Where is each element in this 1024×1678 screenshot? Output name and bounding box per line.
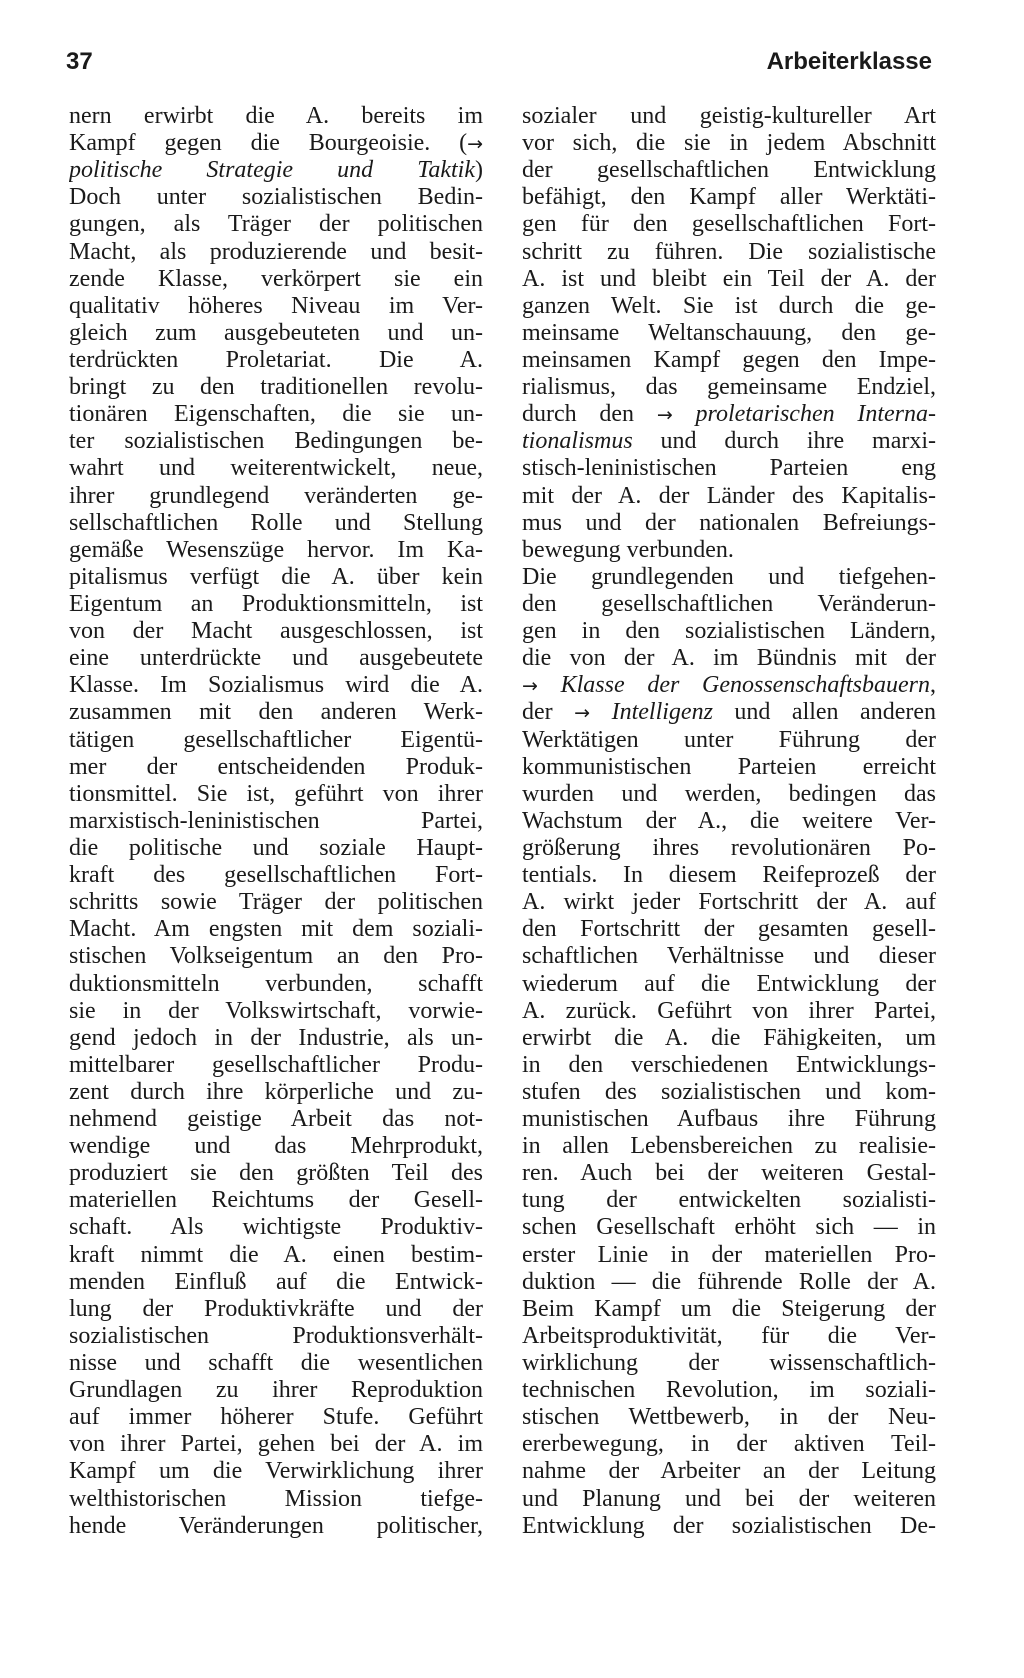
text-line (69, 1187, 483, 1214)
text-line (69, 1486, 483, 1513)
text-segment: in allen Lebensbereichen zu realisie- (522, 1133, 936, 1160)
page-header (66, 48, 932, 88)
text-segment: Wachstum der A., die weitere Ver- (522, 807, 936, 834)
text-segment: kraft nimmt die A. einen bestim- (69, 1241, 483, 1268)
text-segment: gend jedoch in der Industrie, als un- (69, 1024, 483, 1051)
text-line (522, 998, 936, 1025)
text-line (69, 1214, 483, 1241)
text-segment: mus und der nationalen Befreiungs- (522, 509, 936, 536)
text-line (522, 1296, 936, 1323)
text-segment (590, 699, 612, 725)
text-segment: ganzen Welt. Sie ist durch die ge- (522, 292, 936, 319)
cross-reference-arrow-icon: → (522, 675, 538, 698)
text-segment: schen Gesellschaft erhöht sich — in (522, 1214, 936, 1241)
text-line (69, 943, 483, 970)
text-segment: und allen anderen (712, 699, 936, 726)
text-line (69, 1323, 483, 1350)
cross-reference-arrow-icon: → (574, 702, 591, 725)
text-line (69, 591, 483, 618)
text-line (69, 564, 483, 591)
text-line (69, 754, 483, 781)
text-line (522, 1214, 936, 1241)
text-line (69, 130, 483, 157)
text-line (69, 727, 483, 754)
text-line (522, 1052, 936, 1079)
text-line (522, 510, 936, 537)
text-line (522, 1160, 936, 1187)
text-segment: durch den (522, 401, 657, 428)
text-line (69, 835, 483, 862)
text-segment: menden Einfluß auf die Entwick- (69, 1268, 483, 1295)
text-line (522, 211, 936, 238)
text-line (522, 971, 936, 998)
text-segment: welthistorischen Mission tiefge- (69, 1485, 483, 1512)
text-line (69, 374, 483, 401)
text-line (69, 266, 483, 293)
text-segment: A. ist und bleibt ein Teil der A. der (522, 265, 936, 292)
text-segment: sozialer und geistig-kultureller Art (522, 103, 936, 129)
text-line (522, 1242, 936, 1269)
text-line (522, 239, 936, 266)
text-line (522, 943, 936, 970)
text-segment: duktion — die führende Rolle der A. (522, 1268, 936, 1295)
text-segment: qualitativ höheres Niveau im Ver- (69, 292, 483, 319)
text-line (69, 1052, 483, 1079)
text-line (69, 672, 483, 699)
text-segment: schritt zu führen. Die sozialistische (522, 238, 936, 265)
text-line (522, 862, 936, 889)
text-line (522, 266, 936, 293)
text-segment: zusammen mit den anderen Werk- (69, 699, 483, 726)
text-segment: mer der entscheidenden Produk- (69, 753, 483, 780)
text-segment: den gesellschaftlichen Veränderun- (522, 590, 936, 617)
text-line (522, 1025, 936, 1052)
text-segment: Kampf um die Verwirklichung ihrer (69, 1458, 483, 1485)
text-segment: materiellen Reichtums der Gesell- (69, 1187, 483, 1214)
cross-reference-term: Intelligenz (611, 699, 713, 726)
text-line (69, 916, 483, 943)
cross-reference-arrow-icon: → (467, 133, 483, 156)
text-segment: stisch-leninistischen Parteien eng (522, 455, 936, 482)
text-segment: den Fortschritt der gesamten gesell- (522, 916, 936, 943)
text-line (69, 184, 483, 211)
text-segment: wendige und das Mehrprodukt, (69, 1133, 483, 1160)
cross-reference-term: proletarischen Interna- (695, 401, 936, 428)
text-line (69, 808, 483, 835)
text-line (522, 103, 936, 130)
text-line (69, 889, 483, 916)
text-segment: kraft des gesellschaftlichen Fort- (69, 862, 483, 889)
text-segment: stufen des sozialistischen und kom- (522, 1078, 936, 1105)
cross-reference-term: Klasse der Genossenschaftsbauern (560, 672, 930, 699)
text-segment: auf immer höherer Stufe. Geführt (69, 1404, 483, 1431)
text-line (69, 347, 483, 374)
text-line (522, 672, 936, 699)
text-segment: tentials. In diesem Reifeprozeß der (522, 862, 936, 889)
page-number: 37 (66, 48, 93, 75)
text-segment: duktionsmitteln verbunden, schafft (69, 970, 483, 997)
text-line (69, 1458, 483, 1485)
text-line (522, 699, 936, 726)
text-segment: nahme der Arbeiter an der Leitung (522, 1458, 936, 1485)
text-line (522, 374, 936, 401)
running-title: Arbeiterklasse (766, 48, 932, 75)
text-segment: marxistisch-leninistischen Partei, (69, 807, 483, 834)
text-segment (538, 672, 561, 698)
text-segment: technischen Revolution, im soziali- (522, 1377, 936, 1404)
text-segment: hende Veränderungen politischer, (69, 1512, 483, 1539)
text-line (522, 347, 936, 374)
text-line (522, 1323, 936, 1350)
text-segment: Entwicklung der sozialistischen De- (522, 1512, 936, 1539)
text-line (69, 1269, 483, 1296)
text-line (69, 320, 483, 347)
text-segment: Klasse. Im Sozialismus wird die A. (69, 672, 483, 699)
text-line (522, 1106, 936, 1133)
text-line (69, 510, 483, 537)
text-line (522, 564, 936, 591)
text-segment: Werktätigen unter Führung der (522, 726, 936, 753)
text-line (69, 1133, 483, 1160)
text-segment: kommunistischen Parteien erreicht (522, 753, 936, 780)
cross-reference-term: tionalismus (522, 428, 633, 455)
text-line (69, 1377, 483, 1404)
text-segment: bewegung verbunden. (522, 536, 734, 563)
text-line (69, 537, 483, 564)
text-line (69, 1025, 483, 1052)
text-segment: rialismus, das gemeinsame Endziel, (522, 374, 936, 401)
text-column-right (522, 103, 936, 1540)
text-segment: ererbewegung, in der aktiven Teil- (522, 1431, 936, 1458)
text-segment: mittelbarer gesellschaftlicher Produ- (69, 1051, 483, 1078)
text-line (69, 483, 483, 510)
text-segment: sellschaftlichen Rolle und Stellung (69, 509, 483, 536)
text-segment: und Planung und bei der weiteren (522, 1485, 936, 1512)
text-line (69, 293, 483, 320)
text-line (522, 184, 936, 211)
text-segment: munistischen Aufbaus ihre Führung (522, 1106, 936, 1133)
text-segment: meinsame Weltanschauung, den ge- (522, 319, 936, 346)
text-line (522, 781, 936, 808)
text-segment: tionären Eigenschaften, die sie un- (69, 401, 483, 428)
text-line (69, 645, 483, 672)
text-line (69, 998, 483, 1025)
text-line (522, 157, 936, 184)
text-segment: lung der Produktivkräfte und der (69, 1295, 483, 1322)
text-line (522, 483, 936, 510)
text-line (522, 754, 936, 781)
text-line (522, 727, 936, 754)
text-line (522, 916, 936, 943)
text-segment: mit der A. der Länder des Kapitalis- (522, 482, 936, 509)
text-segment: der gesellschaftlichen Entwicklung (522, 157, 936, 184)
text-segment: stischen Volkseigentum an den Pro- (69, 943, 483, 970)
text-segment: die von der A. im Bündnis mit der (522, 645, 936, 672)
text-line (69, 428, 483, 455)
text-line (522, 1187, 936, 1214)
text-segment: zent durch ihre körperliche und zu- (69, 1078, 483, 1105)
text-column-left (69, 103, 483, 1540)
text-segment: wirklichung der wissenschaftlich- (522, 1350, 936, 1377)
text-line (522, 591, 936, 618)
text-segment: eine unterdrückte und ausgebeutete (69, 645, 483, 672)
text-segment: nisse und schafft die wesentlichen (69, 1350, 483, 1377)
text-segment: die politische und soziale Haupt- (69, 834, 483, 861)
text-segment: gen in den sozialistischen Ländern, (522, 618, 936, 645)
text-line (522, 401, 936, 428)
text-segment: gemäße Wesenszüge hervor. Im Ka- (69, 536, 483, 563)
text-segment: Die grundlegenden und tiefgehen- (522, 563, 936, 590)
text-line (69, 971, 483, 998)
text-line (69, 103, 483, 130)
text-segment: A. zurück. Geführt von ihrer Partei, (522, 997, 936, 1024)
text-segment: zende Klasse, verkörpert sie ein (69, 265, 483, 292)
text-segment: ter sozialistischen Bedingungen be- (69, 428, 483, 455)
text-line (522, 889, 936, 916)
text-segment: und durch ihre marxi- (632, 428, 936, 455)
text-segment: erster Linie in der materiellen Pro- (522, 1241, 936, 1268)
text-segment: sozialistischen Produktionsverhält- (69, 1322, 483, 1349)
text-line (522, 618, 936, 645)
text-segment: Beim Kampf um die Steigerung der (522, 1295, 936, 1322)
text-line (69, 157, 483, 184)
text-segment: gleich zum ausgebeuteten und un- (69, 319, 483, 346)
text-segment: ren. Auch bei der weiteren Gestal- (522, 1160, 936, 1187)
text-line (522, 835, 936, 862)
text-segment: terdrückten Proletariat. Die A. (69, 346, 483, 373)
text-line (69, 618, 483, 645)
text-line (522, 293, 936, 320)
text-line (69, 455, 483, 482)
text-segment: stischen Wettbewerb, in der Neu- (522, 1404, 936, 1431)
text-segment: befähigt, den Kampf aller Werktäti- (522, 184, 936, 211)
text-segment: sie in der Volkswirtschaft, vorwie- (69, 997, 483, 1024)
text-line (69, 401, 483, 428)
text-segment: nern erwirbt die A. bereits im (69, 103, 483, 129)
text-line (522, 1431, 936, 1458)
text-segment: nehmend geistige Arbeit das not- (69, 1106, 483, 1133)
text-segment: von ihrer Partei, gehen bei der A. im (69, 1431, 483, 1458)
text-line (69, 699, 483, 726)
cross-reference-arrow-icon: → (656, 404, 673, 427)
text-segment: produziert sie den größten Teil des (69, 1160, 483, 1187)
text-line (522, 1133, 936, 1160)
text-line (69, 1431, 483, 1458)
text-segment: erwirbt die A. die Fähigkeiten, um (522, 1024, 936, 1051)
text-segment: der (522, 699, 575, 726)
text-line (69, 1106, 483, 1133)
text-segment: gungen, als Träger der politischen (69, 211, 483, 238)
text-line (69, 1350, 483, 1377)
text-segment: Doch unter sozialistischen Bedin- (69, 184, 483, 211)
text-line (522, 1404, 936, 1431)
text-line (69, 1513, 483, 1540)
text-segment: schaft. Als wichtigste Produktiv- (69, 1214, 483, 1241)
text-segment: Eigentum an Produktionsmitteln, ist (69, 590, 483, 617)
text-line (522, 1079, 936, 1106)
cross-reference-term: politische Strategie und Taktik (69, 157, 475, 184)
text-line (522, 130, 936, 157)
text-segment: Grundlagen zu ihrer Reproduktion (69, 1377, 483, 1404)
text-line (522, 808, 936, 835)
text-segment: meinsamen Kampf gegen den Impe- (522, 346, 936, 373)
text-line (69, 1079, 483, 1106)
text-segment: bringt zu den traditionellen revolu- (69, 374, 483, 401)
text-line (69, 239, 483, 266)
text-line (69, 1242, 483, 1269)
text-segment: wahrt und weiterentwickelt, neue, (69, 455, 483, 482)
text-segment: ihrer grundlegend veränderten ge- (69, 482, 483, 509)
text-segment: pitalismus verfügt die A. über kein (69, 563, 483, 590)
text-segment: in den verschiedenen Entwicklungs- (522, 1051, 936, 1078)
text-line (522, 537, 936, 564)
text-line (69, 1160, 483, 1187)
text-line (522, 455, 936, 482)
text-segment: wiederum auf die Entwicklung der (522, 970, 936, 997)
text-segment: Macht, als produzierende und besit- (69, 238, 483, 265)
text-line (69, 1404, 483, 1431)
text-line (522, 1350, 936, 1377)
text-line (522, 1377, 936, 1404)
text-segment: größerung ihres revolutionären Po- (522, 834, 936, 861)
text-segment: Macht. Am engsten mit dem soziali- (69, 916, 483, 943)
text-segment: tung der entwickelten sozialisti- (522, 1187, 936, 1214)
text-segment: ) (475, 157, 483, 184)
text-segment (673, 401, 696, 427)
text-line (69, 862, 483, 889)
text-line (522, 1486, 936, 1513)
text-segment: wurden und werden, bedingen das (522, 780, 936, 807)
text-segment: schritts sowie Träger der politischen (69, 889, 483, 916)
text-line (522, 1458, 936, 1485)
text-segment: Kampf gegen die Bourgeoisie. ( (69, 130, 468, 157)
text-segment: tionsmittel. Sie ist, geführt von ihrer (69, 780, 483, 807)
text-segment: von der Macht ausgeschlossen, ist (69, 618, 483, 645)
text-line (69, 781, 483, 808)
text-segment: tätigen gesellschaftlicher Eigentü- (69, 726, 483, 753)
text-segment: Arbeitsproduktivität, für die Ver- (522, 1322, 936, 1349)
text-line (522, 1269, 936, 1296)
text-line (522, 320, 936, 347)
text-segment: , (930, 672, 936, 699)
text-line (522, 428, 936, 455)
text-segment: A. wirkt jeder Fortschritt der A. auf (522, 889, 936, 916)
text-line (522, 1513, 936, 1540)
text-segment: gen für den gesellschaftlichen Fort- (522, 211, 936, 238)
text-line (69, 211, 483, 238)
text-segment: schaftlichen Verhältnisse und dieser (522, 943, 936, 970)
text-segment: vor sich, die sie in jedem Abschnitt (522, 130, 936, 157)
text-line (522, 645, 936, 672)
text-line (69, 1296, 483, 1323)
